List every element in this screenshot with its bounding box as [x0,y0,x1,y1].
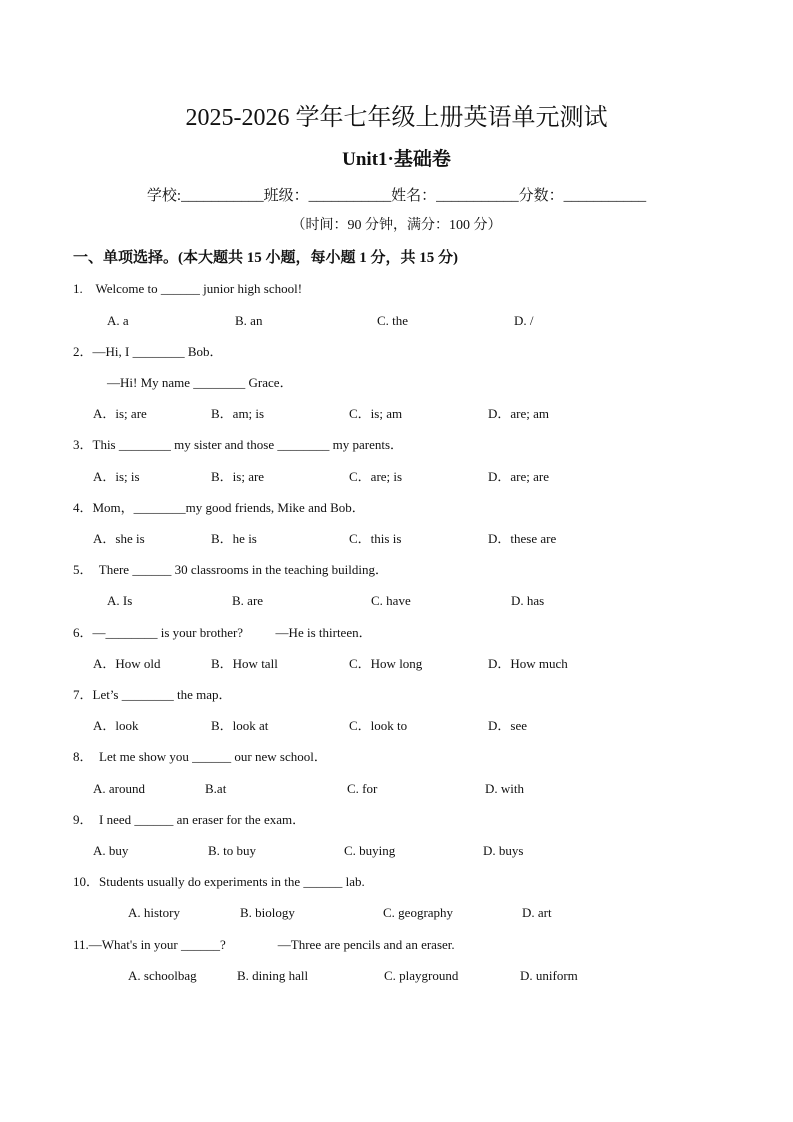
question-option: D. with [485,781,524,796]
question-option: C．look to [349,718,408,733]
question-stem: 3．This ________ my sister and those ________ my parents． [73,437,404,452]
time-score-note: （时间：90 分钟，满分：100 分） [291,218,502,233]
question-option: A．look [93,718,139,733]
question-option: D. has [511,593,545,608]
question-option: D．see [488,718,527,733]
question-option: B. dining hall [237,968,309,983]
question-stem-second-line: —Hi! My name ________ Grace． [107,375,293,390]
exam-subtitle: Unit1·基础卷 [342,149,451,170]
question-option: A. around [93,781,145,796]
question-option: C．How long [349,656,423,671]
question-option: A. a [107,313,129,328]
question-option: B.at [205,781,227,796]
question-stem: 1. Welcome to ______ junior high school! [73,281,303,296]
question-option: A. history [128,905,180,920]
question-option: C. the [377,313,409,328]
question-option: C．is; am [349,406,403,421]
question-stem: 8． Let me show you ______ our new school． [73,749,327,764]
question-stem: 6．—________ is your brother? —He is thirteen． [73,625,372,640]
question-option: C．this is [349,531,402,546]
question-option: D. uniform [520,968,578,983]
question-option: B．look at [211,718,269,733]
question-option: A．How old [93,656,161,671]
question-option: D．are; are [488,469,549,484]
question-option: B. are [232,593,264,608]
question-option: A. Is [107,593,133,608]
question-option: C. for [347,781,378,796]
question-stem: 11.—What's in your ______? —Three are pencils and an eraser. [73,937,455,952]
question-option: A. schoolbag [128,968,197,983]
question-option: B．is; are [211,469,265,484]
question-stem: 4．Mom，________my good friends, Mike and Bob． [73,500,365,515]
question-option: D. art [522,905,552,920]
question-option: A．is; is [93,469,140,484]
question-option: B．How tall [211,656,278,671]
question-option: A. buy [93,843,129,858]
exam-title: 2025-2026 学年七年级上册英语单元测试 [185,105,608,131]
student-info-line: 学校:___________班级：___________姓名：___________分数：___________ [146,188,647,204]
section-heading: 一、单项选择。(本大题共 15 小题，每小题 1 分，共 15 分) [73,250,458,266]
question-option: A．she is [93,531,145,546]
question-option: D．are; am [488,406,550,421]
question-option: B. an [235,313,263,328]
question-option: C．are; is [349,469,403,484]
question-stem: 7．Let’s ________ the map． [73,687,232,702]
question-option: C. playground [384,968,459,983]
question-option: C. have [371,593,411,608]
question-option: C. buying [344,843,396,858]
question-option: B．am; is [211,406,265,421]
question-option: D. buys [483,843,524,858]
question-option: D．How much [488,656,568,671]
question-stem: 10．Students usually do experiments in the ______ lab. [73,874,365,889]
question-option: C. geography [383,905,454,920]
question-option: A．is; are [93,406,147,421]
question-stem: 9． I need ______ an eraser for the exam． [73,812,306,827]
question-option: D．these are [488,531,557,546]
question-option: B．he is [211,531,257,546]
question-stem: 5． There ______ 30 classrooms in the teaching building． [73,562,388,577]
question-stem: 2．—Hi, I ________ Bob． [73,344,223,359]
question-option: D. / [514,313,534,328]
question-option: B. biology [240,905,295,920]
question-option: B. to buy [208,843,257,858]
